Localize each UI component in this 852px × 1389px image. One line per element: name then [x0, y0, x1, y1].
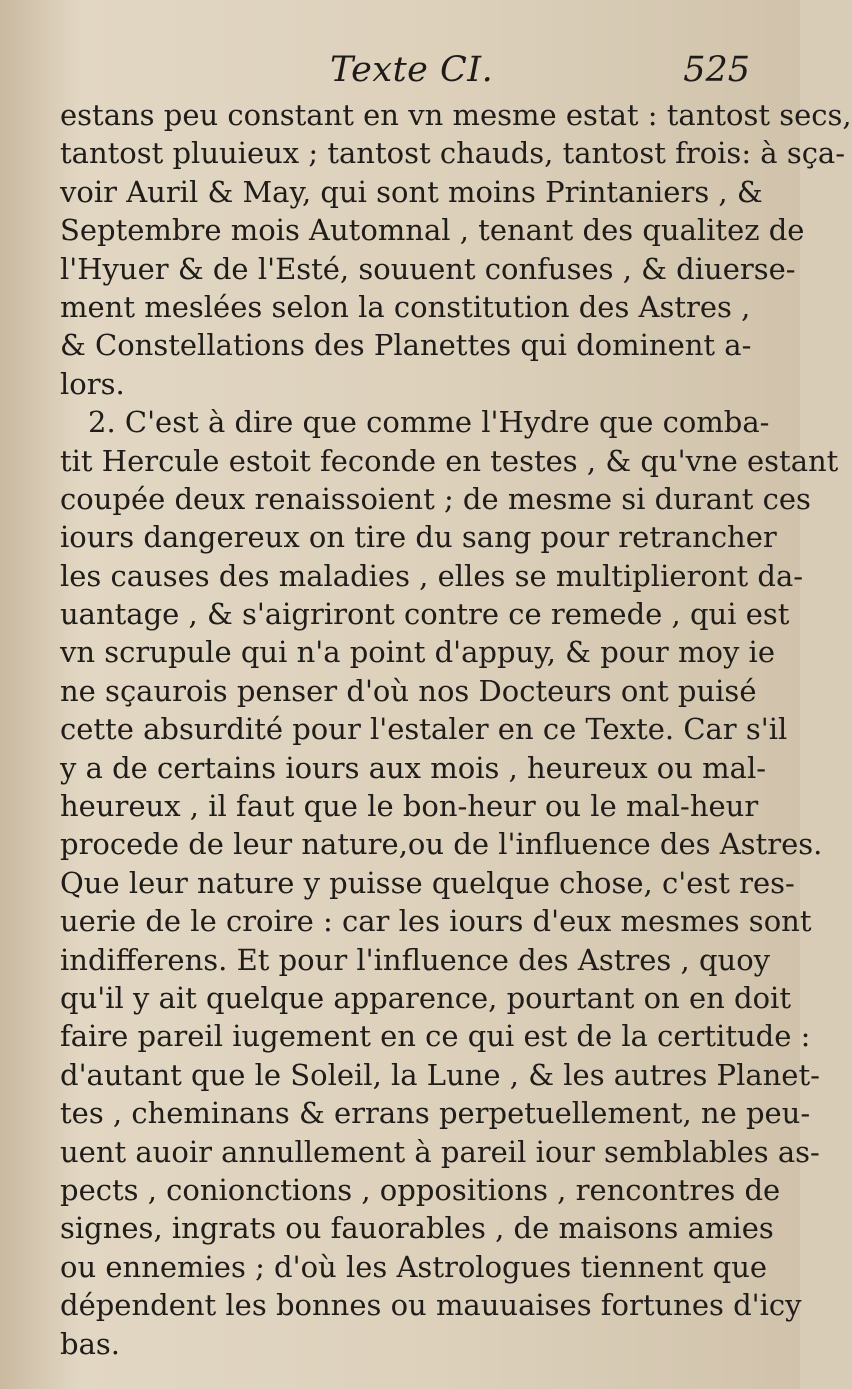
body-text [60, 96, 852, 1363]
text-line: estans peu constant en vn mesme estat : tantost secs, [60, 98, 852, 132]
text-line: uerie de le croire : car les iours d'eux mesmes sont [60, 904, 812, 939]
text-line: heureux , il faut que le bon-heur ou le mal-heur [60, 789, 759, 824]
text-line: ne sçaurois penser d'où nos Docteurs ont puisé [60, 673, 757, 708]
text-line: l'Hyuer & de l'Esté, souuent confuses , & diuerse- [60, 251, 796, 286]
text-line: bas. [60, 1326, 120, 1361]
text-line: tes , cheminans & errans perpetuellement, ne peu- [60, 1096, 811, 1131]
text-line: uantage , & s'aigriront contre ce remede , qui est [60, 597, 790, 632]
text-line: dépendent les bonnes ou mauuaises fortunes d'icy [60, 1288, 802, 1323]
text-line: ment meslées selon la constitution des Astres , [60, 289, 751, 324]
text-line: & Constellations des Planettes qui dominent a- [60, 328, 752, 363]
text-line: cette absurdité pour l'estaler en ce Texte. Car s'il [60, 712, 788, 747]
text-line: lors. [60, 366, 125, 401]
text-line: voir Auril & May, qui sont moins Printaniers , & [60, 174, 763, 209]
page-header [60, 44, 750, 96]
text-line: coupée deux renaissoient ; de mesme si durant ces [60, 481, 811, 516]
text-line: signes, ingrats ou fauorables , de maisons amies [60, 1211, 774, 1246]
text-line: qu'il y ait quelque apparence, pourtant on en doit [60, 980, 791, 1015]
text-line: d'autant que le Soleil, la Lune , & les autres Planet- [60, 1057, 820, 1092]
text-line: vn scrupule qui n'a point d'appuy, & pour moy ie [60, 635, 775, 670]
text-line: uent auoir annullement à pareil iour semblables as- [60, 1134, 820, 1169]
text-line: Que leur nature y puisse quelque chose, c'est res- [60, 865, 795, 900]
text-line: y a de certains iours aux mois , heureux ou mal- [60, 750, 767, 785]
paragraph-start-line: 2. C'est à dire que comme l'Hydre que comba- [88, 405, 770, 440]
text-line: tantost pluuieux ; tantost chauds, tantost frois: à sça- [60, 136, 846, 171]
page-number: 525 [683, 50, 750, 90]
text-line: ou ennemies ; d'où les Astrologues tiennent que [60, 1249, 768, 1284]
text-line: pects , conionctions , oppositions , rencontres de [60, 1172, 781, 1207]
text-line: les causes des maladies , elles se multiplieront da- [60, 558, 804, 593]
text-line: faire pareil iugement en ce qui est de la certitude : [60, 1019, 811, 1054]
running-title: Texte CI. [330, 50, 494, 90]
text-line: Septembre mois Automnal , tenant des qualitez de [60, 213, 805, 248]
text-line: indifferens. Et pour l'influence des Astres , quoy [60, 942, 771, 977]
text-line: tit Hercule estoit feconde en testes , & qu'vne estant [60, 443, 839, 478]
text-line: iours dangereux on tire du sang pour retrancher [60, 520, 777, 555]
text-line: procede de leur nature,ou de l'influence des Astres. [60, 827, 823, 862]
